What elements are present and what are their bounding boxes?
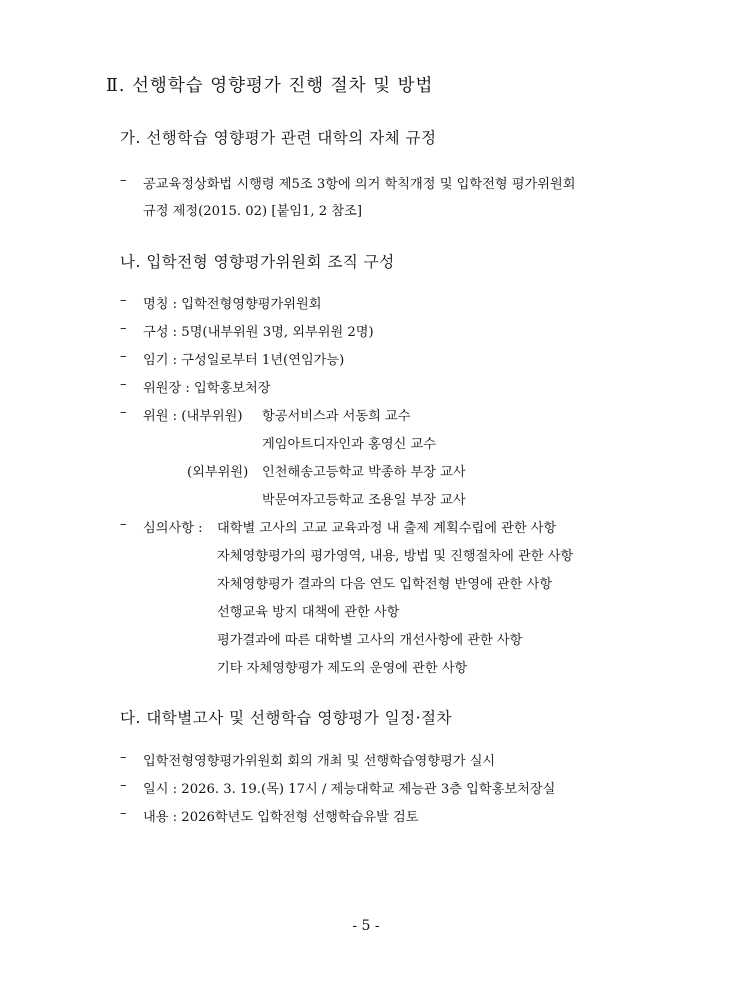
committee-name: 명칭 : 입학전형영향평가위원회 — [143, 297, 322, 312]
bullet-dash: – — [120, 377, 127, 392]
external-member-1: 인천해송고등학교 박종하 부장 교사 — [262, 465, 466, 480]
review-item: 평가결과에 따른 대학별 고사의 개선사항에 관한 사항 — [217, 633, 523, 648]
review-item: 기타 자체영향평가 제도의 운영에 관한 사항 — [217, 661, 468, 676]
bullet-dash: – — [120, 293, 127, 308]
internal-member-1: 항공서비스과 서동희 교수 — [262, 409, 411, 424]
bullet-dash: – — [120, 778, 127, 793]
review-item: 선행교육 방지 대책에 관한 사항 — [217, 605, 400, 620]
subsection-a-title: 가. 선행학습 영향평가 관련 대학의 자체 규정 — [120, 129, 437, 147]
subsection-c-title: 다. 대학별고사 및 선행학습 영향평가 일정·절차 — [120, 709, 452, 727]
schedule-date: 일시 : 2026. 3. 19.(목) 17시 / 제능대학교 제능관 3층 입학홍보처장실 — [143, 782, 556, 797]
review-item: 대학별 고사의 고교 교육과정 내 출제 계획수립에 관한 사항 — [217, 521, 557, 536]
internal-member-2: 게임아트디자인과 홍영신 교수 — [262, 437, 436, 452]
bullet-dash: – — [120, 321, 127, 336]
bullet-dash: – — [120, 173, 127, 188]
external-label: (외부위원) — [187, 465, 249, 480]
bullet-dash: – — [120, 349, 127, 364]
committee-term: 임기 : 구성일로부터 1년(연임가능) — [143, 353, 345, 368]
schedule-meeting: 입학전형영향평가위원회 회의 개최 및 선행학습영향평가 실시 — [143, 754, 496, 769]
regulation-line-1: 공교육정상화법 시행령 제5조 3항에 의거 학칙개정 및 입학전형 평가위원회 — [143, 177, 576, 192]
bullet-dash: – — [120, 405, 127, 420]
schedule-content: 내용 : 2026학년도 입학전형 선행학습유발 검토 — [143, 810, 419, 825]
external-member-2: 박문여자고등학교 조용일 부장 교사 — [262, 493, 466, 508]
bullet-dash: – — [120, 750, 127, 765]
review-item: 자체영향평가 결과의 다음 연도 입학전형 반영에 관한 사항 — [217, 577, 553, 592]
review-label: 심의사항 : — [143, 521, 203, 536]
regulation-line-2: 규정 제정(2015. 02) [붙임1, 2 참조] — [143, 204, 362, 219]
bullet-dash: – — [120, 517, 127, 532]
subsection-b-title: 나. 입학전형 영향평가위원회 조직 구성 — [120, 253, 395, 271]
page-number: - 5 - — [352, 918, 380, 934]
section-title: Ⅱ. 선행학습 영향평가 진행 절차 및 방법 — [106, 76, 434, 96]
bullet-dash: – — [120, 806, 127, 821]
review-item: 자체영향평가의 평가영역, 내용, 방법 및 진행절차에 관한 사항 — [217, 549, 574, 564]
committee-chair: 위원장 : 입학홍보처장 — [143, 381, 271, 396]
committee-composition: 구성 : 5명(내부위원 3명, 외부위원 2명) — [143, 325, 374, 340]
members-label: 위원 : (내부위원) — [143, 409, 243, 424]
